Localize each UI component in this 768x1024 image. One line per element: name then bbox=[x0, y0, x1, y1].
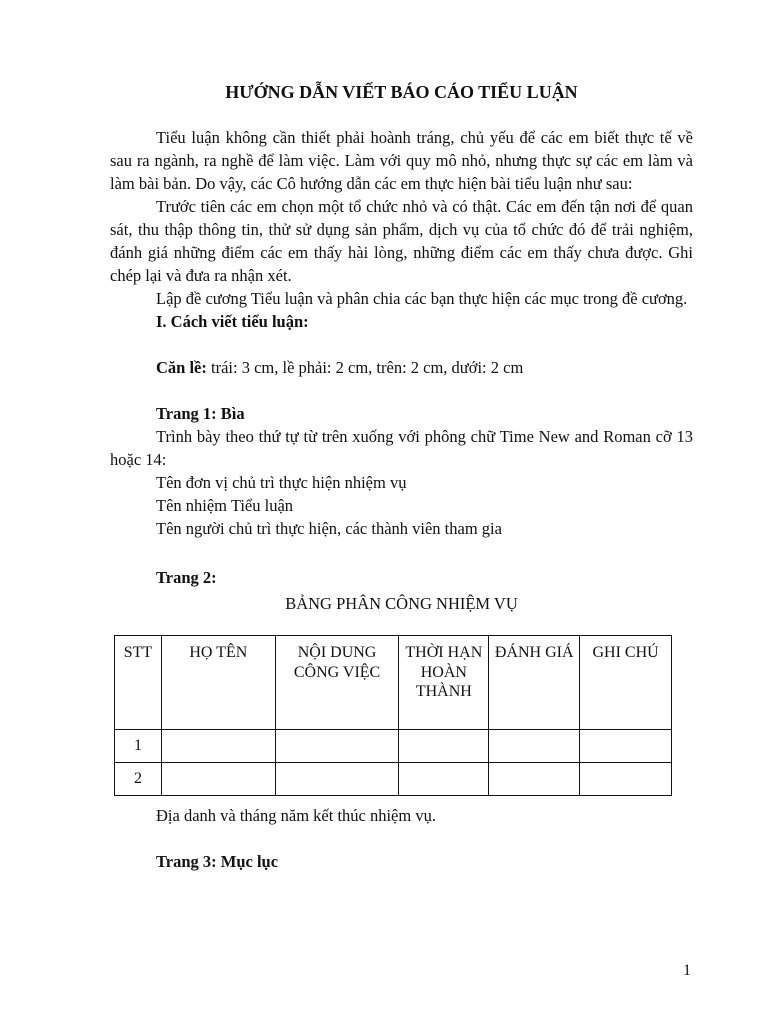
page-number: 1 bbox=[683, 962, 691, 979]
page-content bbox=[110, 80, 693, 873]
method-paragraph: Trước tiên các em chọn một tổ chức nhỏ và có thật. Các em đến tận nơi để quan sát, thu thập thông tin, thử sử dụng sản phẩm, dịch vụ của tổ chức đó để trải nghiệm, đánh giá những điểm các em thấy hài lòng, những điểm các em thấy chưa được. Ghi chép lại và đưa ra nhận xét. bbox=[110, 197, 693, 285]
table-cell bbox=[399, 763, 489, 796]
column-header: THỜI HẠN HOÀN THÀNH bbox=[399, 636, 489, 730]
page1-intro: Trình bày theo thứ tự từ trên xuống với phông chữ Time New and Roman cỡ 13 hoặc 14: bbox=[110, 427, 693, 469]
page1-item: Tên đơn vị chủ trì thực hiện nhiệm vụ bbox=[156, 473, 407, 492]
page1-item: Tên người chủ trì thực hiện, các thành viên tham gia bbox=[156, 519, 502, 538]
page1-item: Tên nhiệm Tiểu luận bbox=[156, 496, 294, 515]
assignment-table bbox=[114, 635, 672, 796]
margins-line bbox=[110, 356, 693, 379]
table-title: BẢNG PHÂN CÔNG NHIỆM VỤ bbox=[285, 594, 518, 613]
table-cell bbox=[580, 730, 672, 763]
table-row bbox=[115, 763, 672, 796]
intro-paragraph: Tiểu luận không cần thiết phải hoành tráng, chủ yếu để các em biết thực tế về sau ra ngành, ra nghề để làm việc. Làm với quy mô nhỏ, nhưng thực sự các em làm và làm bài bản. Do vậy, các Cô hướng dẫn các em thực hiện bài tiểu luận như sau: bbox=[110, 128, 693, 193]
document-title: HƯỚNG DẪN VIẾT BÁO CÁO TIỂU LUẬN bbox=[225, 82, 578, 102]
table-header-row bbox=[115, 636, 672, 730]
table-cell bbox=[161, 730, 275, 763]
table-cell bbox=[399, 730, 489, 763]
section-heading: I. Cách viết tiểu luận: bbox=[156, 312, 309, 331]
table-cell: 2 bbox=[115, 763, 162, 796]
page2-heading: Trang 2: bbox=[156, 568, 217, 587]
column-header: NỘI DUNG CÔNG VIỆC bbox=[275, 636, 399, 730]
margins-text: trái: 3 cm, lề phải: 2 cm, trên: 2 cm, dưới: 2 cm bbox=[206, 358, 524, 377]
table-footer-note: Địa danh và tháng năm kết thúc nhiệm vụ. bbox=[156, 806, 436, 825]
outline-paragraph: Lập đề cương Tiểu luận và phân chia các bạn thực hiện các mục trong đề cương. bbox=[156, 289, 688, 308]
table-cell bbox=[580, 763, 672, 796]
column-header: GHI CHÚ bbox=[580, 636, 672, 730]
table-row bbox=[115, 730, 672, 763]
column-header: STT bbox=[115, 636, 162, 730]
table-cell bbox=[161, 763, 275, 796]
table-cell bbox=[275, 730, 399, 763]
page3-heading: Trang 3: Mục lục bbox=[156, 852, 279, 871]
column-header: HỌ TÊN bbox=[161, 636, 275, 730]
page1-heading: Trang 1: Bìa bbox=[156, 404, 245, 423]
table-cell bbox=[489, 730, 580, 763]
table-cell: 1 bbox=[115, 730, 162, 763]
table-cell bbox=[489, 763, 580, 796]
column-header: ĐÁNH GIÁ bbox=[489, 636, 580, 730]
table-cell bbox=[275, 763, 399, 796]
margins-label: Căn lề: bbox=[156, 358, 207, 377]
